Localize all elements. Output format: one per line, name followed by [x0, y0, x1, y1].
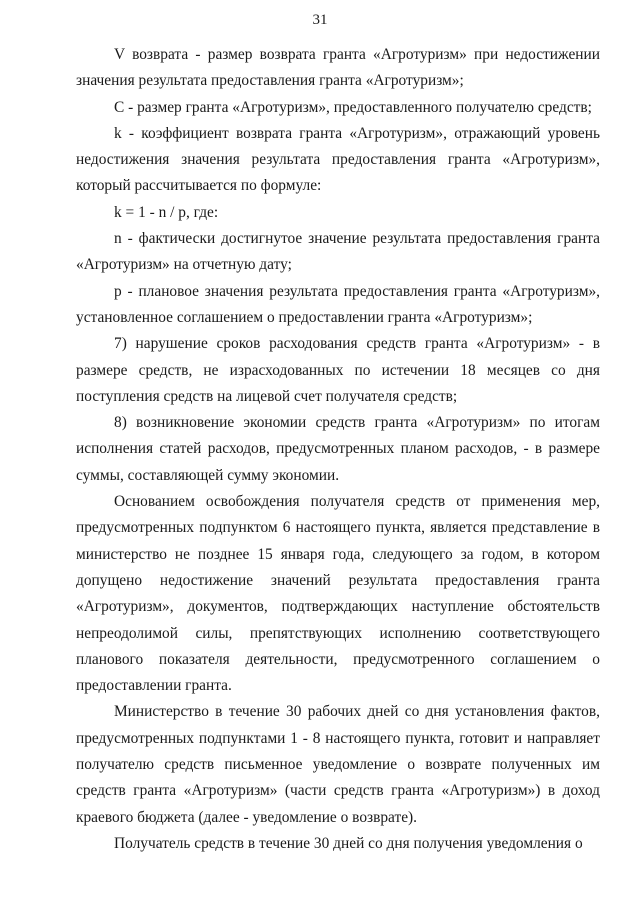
paragraph-c-grant-size: C - размер гранта «Агротуризм», предоставленного получателю средств; [114, 98, 592, 116]
paragraph-n-actual: n - фактически достигнутое значение результата предоставления гранта «Агротуризм» на отчетную дату; [76, 230, 600, 274]
paragraph-formula: k = 1 - n / p, где: [114, 203, 219, 221]
document-body [76, 42, 600, 857]
paragraph-item-8: 8) возникновение экономии средств гранта «Агротуризм» по итогам исполнения статей расходов, предусмотренных планом расходов, - в размере суммы, составляющей сумму экономии. [76, 414, 600, 484]
paragraph-recipient-deadline: Получатель средств в течение 30 дней со дня получения уведомления о [114, 834, 583, 852]
page-number: 31 [312, 12, 328, 28]
paragraph-exemption-basis: Основанием освобождения получателя средств от применения мер, предусмотренных подпунктом 6 настоящего пункта, является представление в министерство не позднее 15 января года, следующего за годом, в котором допущено недостижение значений результата предоставления гранта «Агротуризм», документов, подтверждающих наступление обстоятельств непреодолимой силы, препятствующих исполнению соответствующего планового показателя деятельности, предусмотренного соглашением о предоставлении гранта. [76, 493, 600, 695]
paragraph-v-return: V возврата - размер возврата гранта «Агротуризм» при недостижении значения результата предоставления гранта «Агротуризм»; [76, 46, 600, 90]
paragraph-ministry-notice: Министерство в течение 30 рабочих дней со дня установления фактов, предусмотренных подпунктами 1 - 8 настоящего пункта, готовит и направляет получателю средств письменное уведомление о возврате полученных им средств гранта «Агротуризм» (части средств гранта «Агротуризм») в доход краевого бюджета (далее - уведомление о возврате). [76, 703, 600, 826]
paragraph-k-coefficient: k - коэффициент возврата гранта «Агротуризм», отражающий уровень недостижения значения результата предоставления гранта «Агротуризм», который рассчитывается по формуле: [76, 124, 600, 195]
paragraph-item-7: 7) нарушение сроков расходования средств гранта «Агротуризм» - в размере средств, не израсходованных по истечении 18 месяцев со дня поступления средств на лицевой счет получателя средств; [76, 335, 600, 405]
paragraph-p-planned: p - плановое значения результата предоставления гранта «Агротуризм», установленное соглашением о предоставлении гранта «Агротуризм»; [76, 282, 600, 326]
